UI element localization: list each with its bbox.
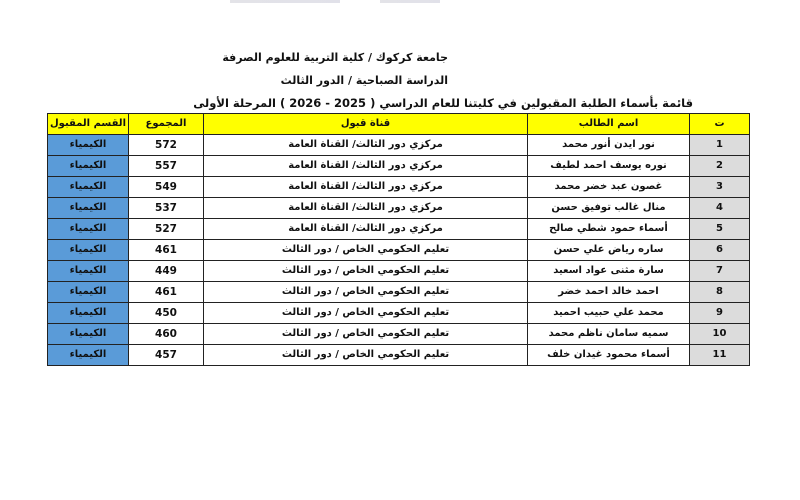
total-score-cell: 461 xyxy=(129,282,204,303)
row-index-cell: 11 xyxy=(690,345,750,366)
row-index-cell: 9 xyxy=(690,303,750,324)
admission-channel-cell: مركزي دور الثالث/ القناة العامة xyxy=(204,156,528,177)
total-score-cell: 457 xyxy=(129,345,204,366)
row-index-cell: 7 xyxy=(690,261,750,282)
table-row xyxy=(48,324,750,345)
list-title: قائمة بأسماء الطلبة المقبولين في كليتنا للعام الدراسي ( 2025 - 2026 ) المرحلة الأولى xyxy=(193,96,693,110)
table-row xyxy=(48,261,750,282)
table-row xyxy=(48,156,750,177)
department-cell: الكيمياء xyxy=(48,345,129,366)
table-row xyxy=(48,345,750,366)
department-cell: الكيمياء xyxy=(48,324,129,345)
department-cell: الكيمياء xyxy=(48,198,129,219)
department-cell: الكيمياء xyxy=(48,282,129,303)
row-index-cell: 5 xyxy=(690,219,750,240)
row-index-cell: 2 xyxy=(690,156,750,177)
total-score-cell: 450 xyxy=(129,303,204,324)
scan-artifact xyxy=(230,0,340,3)
department-cell: الكيمياء xyxy=(48,135,129,156)
admission-channel-cell: تعليم الحكومي الخاص / دور الثالث xyxy=(204,282,528,303)
table-row xyxy=(48,198,750,219)
row-index-cell: 3 xyxy=(690,177,750,198)
admission-channel-cell: تعليم الحكومي الخاص / دور الثالث xyxy=(204,303,528,324)
student-name-cell: نوره يوسف احمد لطيف xyxy=(528,156,690,177)
department-cell: الكيمياء xyxy=(48,303,129,324)
student-name-cell: أسماء محمود غيدان خلف xyxy=(528,345,690,366)
table-header-row xyxy=(48,114,750,135)
student-name-cell: نور ايدن أنور محمد xyxy=(528,135,690,156)
department-cell: الكيمياء xyxy=(48,240,129,261)
admission-channel-cell: تعليم الحكومي الخاص / دور الثالث xyxy=(204,240,528,261)
total-score-cell: 460 xyxy=(129,324,204,345)
table-row xyxy=(48,282,750,303)
column-header-student-name: اسم الطالب xyxy=(528,114,690,135)
student-name-cell: غصون عبد خضر محمد xyxy=(528,177,690,198)
column-header-admission-channel: قناة قبول xyxy=(204,114,528,135)
row-index-cell: 6 xyxy=(690,240,750,261)
student-name-cell: محمد علي حبيب احميد xyxy=(528,303,690,324)
table-row xyxy=(48,135,750,156)
total-score-cell: 572 xyxy=(129,135,204,156)
total-score-cell: 557 xyxy=(129,156,204,177)
admission-channel-cell: تعليم الحكومي الخاص / دور الثالث xyxy=(204,324,528,345)
table-row xyxy=(48,177,750,198)
total-score-cell: 527 xyxy=(129,219,204,240)
accepted-students-table xyxy=(47,113,750,366)
scan-artifact xyxy=(380,0,440,3)
column-header-department: القسم المقبول xyxy=(48,114,129,135)
column-header-total: المجموع xyxy=(129,114,204,135)
total-score-cell: 461 xyxy=(129,240,204,261)
department-cell: الكيمياء xyxy=(48,177,129,198)
table-row xyxy=(48,303,750,324)
department-cell: الكيمياء xyxy=(48,219,129,240)
total-score-cell: 537 xyxy=(129,198,204,219)
student-name-cell: احمد خالد احمد خضر xyxy=(528,282,690,303)
admission-channel-cell: تعليم الحكومي الخاص / دور الثالث xyxy=(204,261,528,282)
department-cell: الكيمياء xyxy=(48,261,129,282)
column-header-index: ت xyxy=(690,114,750,135)
row-index-cell: 1 xyxy=(690,135,750,156)
admission-channel-cell: مركزي دور الثالث/ القناة العامة xyxy=(204,177,528,198)
student-name-cell: سارة مثنى عواد اسعيد xyxy=(528,261,690,282)
admission-channel-cell: مركزي دور الثالث/ القناة العامة xyxy=(204,135,528,156)
student-name-cell: سميه سامان ناظم محمد xyxy=(528,324,690,345)
row-index-cell: 4 xyxy=(690,198,750,219)
study-round-subtitle: الدراسة الصباحية / الدور الثالث xyxy=(280,74,448,87)
table-row xyxy=(48,240,750,261)
department-cell: الكيمياء xyxy=(48,156,129,177)
admission-channel-cell: تعليم الحكومي الخاص / دور الثالث xyxy=(204,345,528,366)
row-index-cell: 10 xyxy=(690,324,750,345)
student-name-cell: ساره رياض علي حسن xyxy=(528,240,690,261)
university-college-title: جامعة كركوك / كلية التربية للعلوم الصرفة xyxy=(222,51,448,64)
table-row xyxy=(48,219,750,240)
student-name-cell: منال غالب توفيق حسن xyxy=(528,198,690,219)
admission-channel-cell: مركزي دور الثالث/ القناة العامة xyxy=(204,219,528,240)
total-score-cell: 449 xyxy=(129,261,204,282)
admission-channel-cell: مركزي دور الثالث/ القناة العامة xyxy=(204,198,528,219)
row-index-cell: 8 xyxy=(690,282,750,303)
total-score-cell: 549 xyxy=(129,177,204,198)
student-name-cell: أسماء حمود شطي صالح xyxy=(528,219,690,240)
